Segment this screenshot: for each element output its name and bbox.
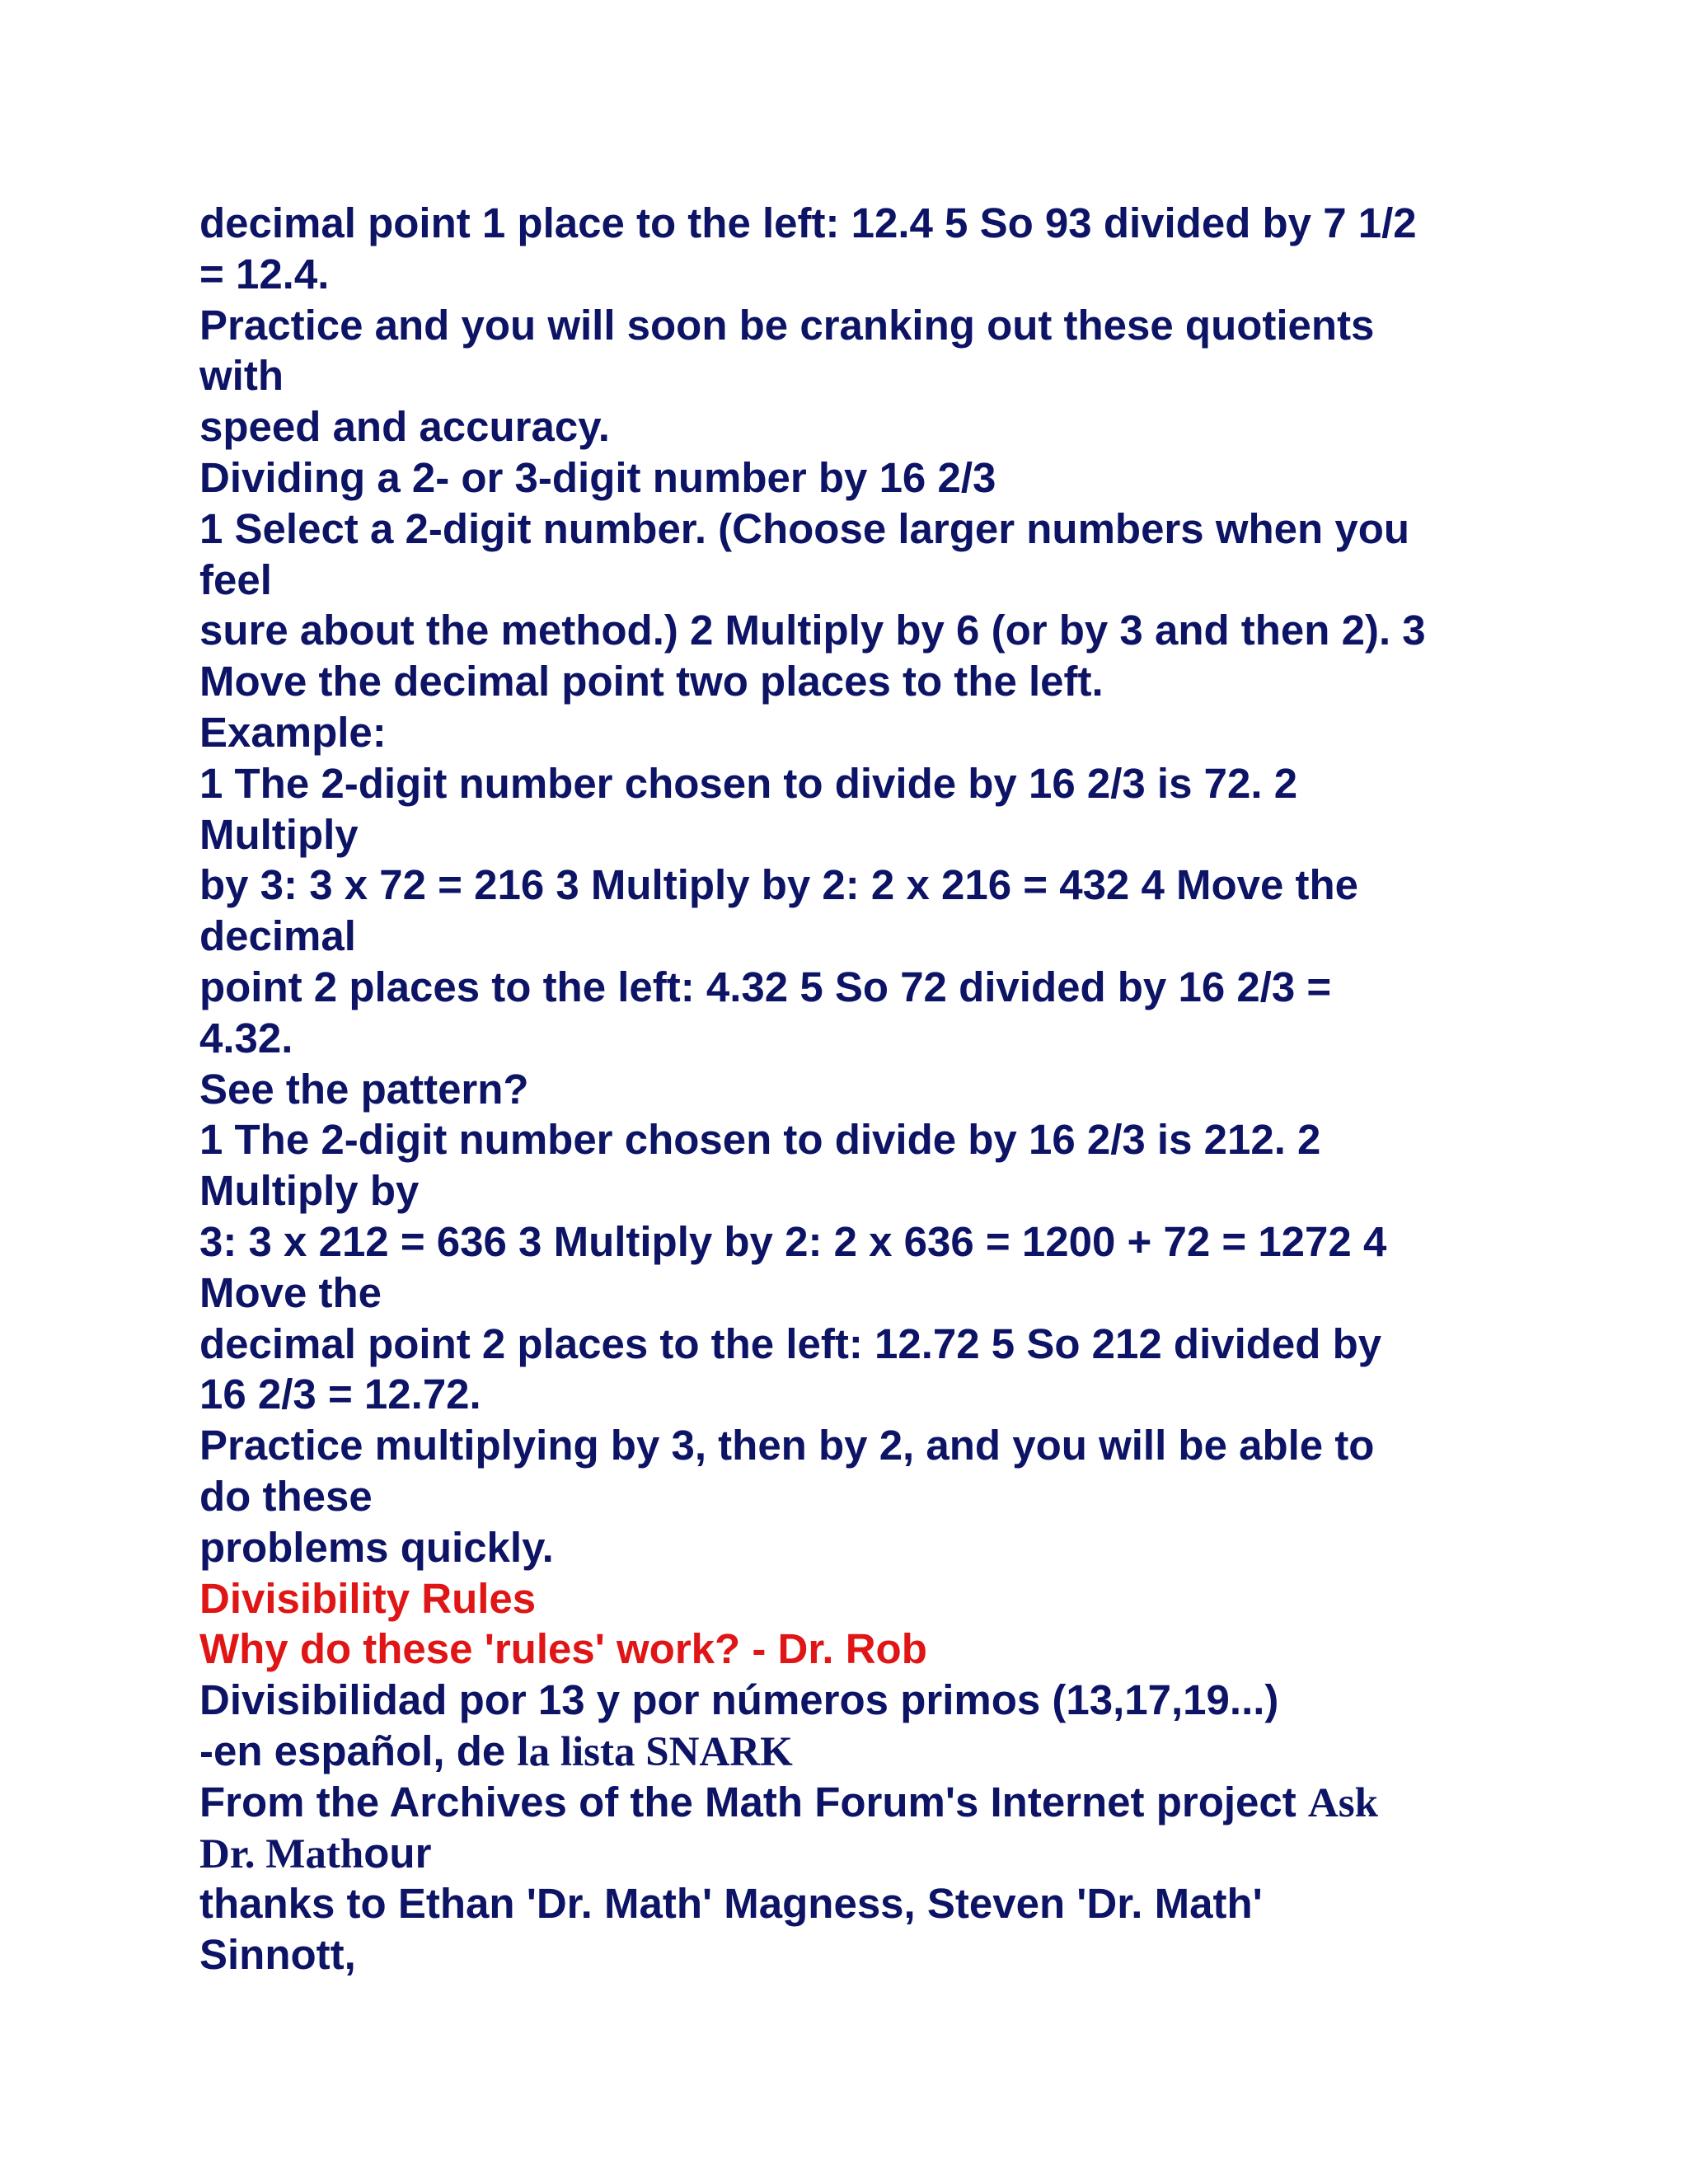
- spanish-source-line: [199, 1726, 1551, 1777]
- text-line: decimal: [199, 912, 356, 960]
- text-line: point 2 places to the left: 4.32 5 So 72 divided by 16 2/3 =: [199, 963, 1332, 1010]
- archives-line: [199, 1777, 1551, 1828]
- text-line: Practice multiplying by 3, then by 2, and you will be able to: [199, 1422, 1375, 1469]
- thanks-line-continued: Sinnott,: [199, 1931, 356, 1979]
- text-line: speed and accuracy.: [199, 403, 610, 451]
- text-line: = 12.4.: [199, 250, 330, 298]
- example-label: Example:: [199, 708, 387, 756]
- text-line: sure about the method.) 2 Multiply by 6 (or by 3 and then 2). 3: [199, 607, 1426, 654]
- text-line: decimal point 1 place to the left: 12.4 5 So 93 divided by 7 1/2: [199, 199, 1417, 246]
- text-line: problems quickly.: [199, 1523, 554, 1571]
- divisibility-rules-link[interactable]: Divisibility Rules: [199, 1574, 537, 1622]
- text-line: 3: 3 x 212 = 636 3 Multiply by 2: 2 x 636 = 1200 + 72 = 1272 4: [199, 1217, 1387, 1265]
- text-line: 16 2/3 = 12.72.: [199, 1371, 481, 1418]
- text-line: do these: [199, 1472, 373, 1520]
- why-rules-work-link[interactable]: Why do these 'rules' work? - Dr. Rob: [199, 1625, 927, 1673]
- our-text: our: [363, 1829, 432, 1877]
- text-line: 1 The 2-digit number chosen to divide by 16 2/3 is 72. 2: [199, 759, 1298, 807]
- snark-list-name: la lista SNARK: [517, 1728, 793, 1775]
- text-line: Move the: [199, 1268, 382, 1316]
- text-line: Multiply: [199, 810, 359, 858]
- section-heading-dividing-by-16-2-3: Dividing a 2- or 3-digit number by 16 2/3: [199, 453, 996, 501]
- text-line: 4.32.: [199, 1014, 293, 1062]
- text-line: 1 The 2-digit number chosen to divide by 16 2/3 is 212. 2: [199, 1116, 1321, 1164]
- text-line: 1 Select a 2-digit number. (Choose larger numbers when you: [199, 504, 1409, 552]
- document-page: [199, 198, 1551, 1980]
- thanks-line: thanks to Ethan 'Dr. Math' Magness, Steven 'Dr. Math': [199, 1880, 1263, 1928]
- text-line: decimal point 2 places to the left: 12.72 5 So 212 divided by: [199, 1319, 1382, 1367]
- text-line: with: [199, 352, 284, 400]
- dr-math-text: Dr. Math: [199, 1830, 364, 1877]
- text-line: by 3: 3 x 72 = 216 3 Multiply by 2: 2 x 216 = 432 4 Move the: [199, 861, 1359, 909]
- text-line: feel: [199, 555, 272, 603]
- text-line: Practice and you will soon be cranking out these quotients: [199, 301, 1375, 349]
- ask-text: Ask: [1307, 1779, 1378, 1826]
- text-line: See the pattern?: [199, 1065, 529, 1113]
- archives-prefix: From the Archives of the Math Forum's Internet project: [199, 1778, 1308, 1825]
- text-line: Multiply by: [199, 1167, 420, 1215]
- spanish-prefix: -en español, de: [199, 1727, 518, 1774]
- archives-line-continued: [199, 1828, 1551, 1879]
- spanish-title: Divisibilidad por 13 y por números primos (13,17,19...): [199, 1676, 1279, 1724]
- text-line: Move the decimal point two places to the left.: [199, 658, 1104, 705]
